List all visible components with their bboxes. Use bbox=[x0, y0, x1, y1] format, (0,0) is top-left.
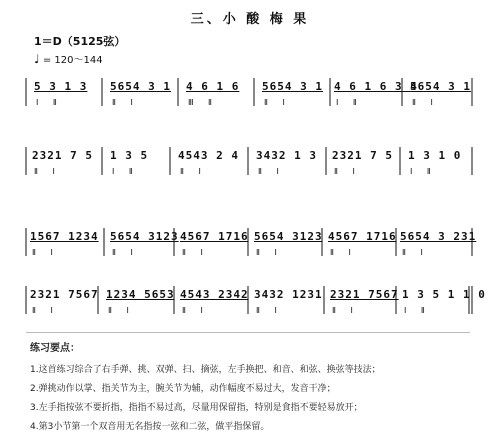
string-mark: Ⅱ Ⅰ bbox=[108, 306, 135, 315]
string-mark: Ⅰ Ⅱ bbox=[410, 167, 437, 176]
string-mark: Ⅱ Ⅰ bbox=[256, 248, 283, 257]
tempo-value: = 120～144 bbox=[42, 55, 103, 66]
string-mark: Ⅱ Ⅰ bbox=[332, 306, 359, 315]
measure: 2321 7567 bbox=[30, 288, 99, 301]
measure: 1234 5653 bbox=[106, 288, 175, 301]
measure: 3432 1 3 bbox=[256, 149, 317, 162]
measure: 4567 1716 bbox=[328, 230, 397, 243]
practice-notes bbox=[26, 332, 470, 435]
string-mark: Ⅱ Ⅰ bbox=[256, 306, 283, 315]
string-mark: Ⅱ Ⅰ bbox=[180, 167, 207, 176]
measure: 4543 2 4 bbox=[178, 149, 239, 162]
string-mark: Ⅱ Ⅰ bbox=[264, 98, 291, 107]
measure: 2321 7567 bbox=[330, 288, 399, 301]
measure: 1 3 5 1 1 0 bbox=[402, 288, 486, 301]
measure: 3432 1231 bbox=[254, 288, 323, 301]
quarter-note-icon: ♩ bbox=[34, 52, 40, 66]
string-mark: Ⅱ Ⅰ bbox=[182, 306, 209, 315]
measure: 5654 3123 bbox=[254, 230, 323, 243]
measure: 4543 2342 bbox=[180, 288, 249, 301]
measure: 5654 3 1 bbox=[410, 80, 471, 93]
staff-row-2 bbox=[26, 145, 472, 181]
measure: 5654 3123 bbox=[110, 230, 179, 243]
string-mark: Ⅰ Ⅱ bbox=[112, 167, 139, 176]
string-mark: Ⅰ Ⅱ bbox=[336, 98, 363, 107]
measure: 4 6 1 6 bbox=[186, 80, 240, 93]
measure: 5654 3 1 bbox=[110, 80, 171, 93]
measure: 4567 1716 bbox=[180, 230, 249, 243]
measure: 5 3 1 3 bbox=[34, 80, 88, 93]
string-mark: Ⅲ Ⅱ bbox=[188, 98, 218, 107]
string-mark: Ⅱ Ⅰ bbox=[112, 248, 139, 257]
measure: 5654 3 1 bbox=[262, 80, 323, 93]
string-mark: Ⅰ Ⅱ bbox=[404, 306, 431, 315]
practice-item: 4.第3小节第一个双音用无名指按一弦和二弦，做平指保留。 bbox=[30, 422, 270, 432]
page-title: 三、小 酸 梅 果 bbox=[190, 12, 310, 27]
measure: 2321 7 5 bbox=[32, 149, 93, 162]
string-mark: Ⅱ Ⅰ bbox=[402, 248, 429, 257]
practice-item: 3.左手指按弦不要折指，指指不易过高，尽量用保留指，特别是食指不要轻易放开； bbox=[30, 403, 363, 413]
tempo-marking bbox=[34, 51, 103, 66]
practice-item: 1.这首练习综合了右手弹、挑、双弹、扫、摘弦，左手换把、和音、和弦、换弦等技法； bbox=[30, 365, 381, 375]
measure: 2321 7 5 bbox=[332, 149, 393, 162]
staff-row-3 bbox=[26, 226, 477, 262]
string-mark: Ⅱ Ⅰ bbox=[32, 306, 59, 315]
string-mark: Ⅰ Ⅱ bbox=[36, 98, 63, 107]
measure: 1 3 1 0 bbox=[408, 149, 462, 162]
string-mark: Ⅱ Ⅰ bbox=[32, 248, 59, 257]
measure: 5654 3 231 bbox=[400, 230, 477, 243]
practice-item: 2.弹挑动作以掌、指关节为主，腕关节为辅，动作幅度不易过大，发音干净； bbox=[30, 384, 336, 394]
string-mark: Ⅱ Ⅰ bbox=[112, 98, 139, 107]
measure: 4 6 1 6 3 4 bbox=[334, 80, 418, 93]
string-mark: Ⅱ Ⅰ bbox=[258, 167, 285, 176]
string-mark: Ⅱ Ⅰ bbox=[330, 248, 357, 257]
string-mark: Ⅱ Ⅰ bbox=[412, 98, 439, 107]
staff-row-4 bbox=[26, 284, 486, 320]
measure: 1 3 5 bbox=[110, 149, 149, 162]
practice-title: 练习要点： bbox=[30, 343, 80, 354]
string-mark: Ⅱ Ⅰ bbox=[34, 167, 61, 176]
staff-row-1 bbox=[26, 76, 472, 112]
measure: 1567 1234 bbox=[30, 230, 99, 243]
string-mark: Ⅱ Ⅰ bbox=[182, 248, 209, 257]
key-signature: 1＝D（5125弦） bbox=[34, 35, 126, 48]
string-mark: Ⅱ Ⅰ bbox=[334, 167, 361, 176]
